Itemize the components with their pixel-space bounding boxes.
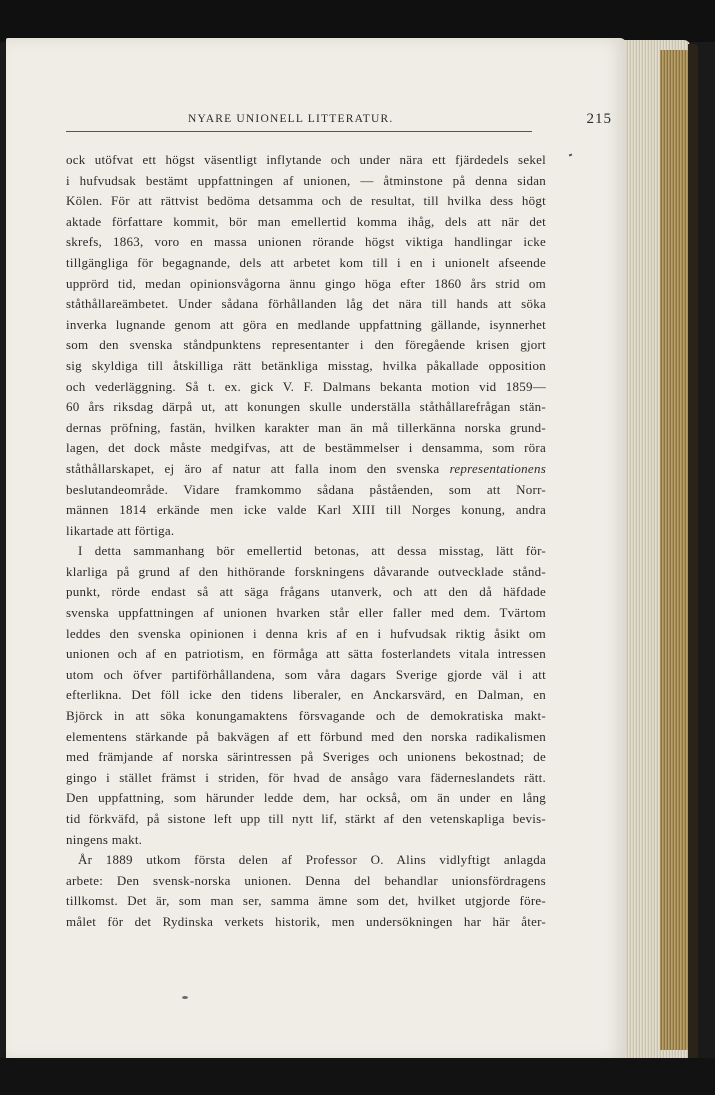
running-head: NYARE UNIONELL LITTERATUR. [188, 113, 394, 125]
text-line-paragraph-end: likartade att förtiga. [66, 522, 175, 538]
text-line-paragraph-start: I detta sammanhang bör emellertid betonas, att dessa misstag, lätt för- [78, 543, 546, 559]
text-line: målet för det Rydinska verkets historik, men undersökningen har här åter- [66, 913, 546, 929]
text-line: aktade författare kommit, bör man emellertid komma ihåg, dels att när det [66, 213, 546, 229]
text-line: svenska uppfattningen af unionen hvarken står eller faller med dem. Tvärtom [66, 605, 546, 621]
text-line: 60 års riksdag därpå ut, att konungen skulle underställa ståthållarefrågan stän- [66, 399, 546, 415]
text-line: tillkomst. Det är, som man ser, samma ämne som det, hvilket utgjorde före- [66, 893, 546, 909]
text-line: efterlikna. Det föll icke den tidens liberaler, en Anckarsvärd, en Dalman, en [66, 687, 546, 703]
text-line: ock utöfvat ett högst väsentligt inflytande och under nära ett fjärdedels sekel [66, 152, 546, 167]
text-line: arbete: Den svensk-norska unionen. Denna del behandlar unionsfördragens [66, 872, 546, 888]
scan-background-bottom [0, 1058, 715, 1095]
text-line: dernas pröfning, fastän, hvilken karakter man än må tillerkänna norska grund- [66, 419, 546, 435]
header-rule [66, 131, 532, 132]
scan-background-top [0, 0, 715, 42]
text-line: som den svenska ståndpunktens representanter i den föregående krisen gjort [66, 337, 546, 353]
book-cover-edge [688, 44, 698, 1060]
ink-smudge [182, 996, 188, 999]
body-text [66, 150, 546, 933]
text-line-with-italic: ståthållarskapet, ej äro af natur att falla inom den svenska representationens [66, 460, 546, 476]
text-line: i hufvudsak bestämt uppfattningen af unionen, — åtminstone på denna sidan [66, 172, 546, 188]
page-header [66, 113, 612, 133]
text-line: inverka lugnande genom att göra en medlande uppfattning gällande, isynnerhet [66, 316, 546, 332]
text-line: tillgängliga för begagnande, dels att arbetet kom till i en i unionelt afseende [66, 254, 546, 270]
text-line: lagen, det dock måste medgifvas, att de bestämmelser i densamma, som röra [66, 440, 546, 456]
text-line: männen 1814 erkände men icke valde Karl XIII till Norges konung, andra [66, 502, 546, 518]
text-line: ståthållareämbetet. Under sådana förhållanden låg det nära till hands att söka [66, 296, 546, 312]
text-line: skrefs, 1863, voro en massa unionen rörande högst viktiga handlingar icke [66, 234, 546, 250]
text-line: punkt, rörde endast så att säga frågans utanverk, och att den då häfdade [66, 584, 546, 600]
text-line-paragraph-end: ningens makt. [66, 831, 143, 847]
text-line: upprörd tid, medan opinionsvågorna ännu gingo höga efter 1860 års strid om [66, 275, 546, 291]
text-line: Kölen. För att rättvist bedöma detsamma och de resultat, till hvilka dess högt [66, 193, 546, 209]
text-line: klarliga på grund af den hithörande forskningens dåvarande outvecklade stånd- [66, 563, 546, 579]
text-line: leddes den svenska opinionen i denna kris af en i hufvudsak riktig åsikt om [66, 625, 546, 641]
italic-word: representationens [449, 460, 546, 476]
text-line: och vederläggning. Så t. ex. gick V. F. Dalmans bekanta motion vid 1859— [66, 378, 546, 394]
text-line: med främjande af norska särintressen på Sveriges och unionens bekostnad; de [66, 749, 546, 765]
text-line: gingo i stället främst i striden, för hvad de ansågo vara fäderneslandets rätt. [66, 769, 546, 785]
text-line-paragraph-start: År 1889 utkom första delen af Professor O. Alins vidlyftigt anlagda [78, 852, 546, 868]
text-line: elementens stärkande på bakvägen af ett förbund med den norska radikalismen [66, 728, 546, 744]
text-line: sig skyldiga till åtskilliga rätt betänkliga misstag, hvilka påkallade opposition [66, 357, 546, 373]
page-number: 215 [586, 111, 612, 127]
text-line: beslutandeområde. Vidare framkommo sådana påståenden, som att Norr- [66, 481, 546, 497]
gilt-page-edges [660, 50, 690, 1050]
text-line: unionen och af en patriotism, en förmåga att sätta fosterlandets vitala intressen [66, 646, 546, 662]
text-line: utom och öfver partiförhållandena, som våra dagars Sverige gjorde väl i att [66, 666, 546, 682]
text-line: Björck in att söka konungamaktens försvagande och de demokratiska makt- [66, 708, 546, 724]
text-line: Den uppfattning, som härunder ledde dem, har också, om än under en lång [66, 790, 546, 806]
text-line: tid förkväfd, på sistone left upp till nytt lif, stärkt af den vetenskapliga bevis- [66, 811, 546, 826]
